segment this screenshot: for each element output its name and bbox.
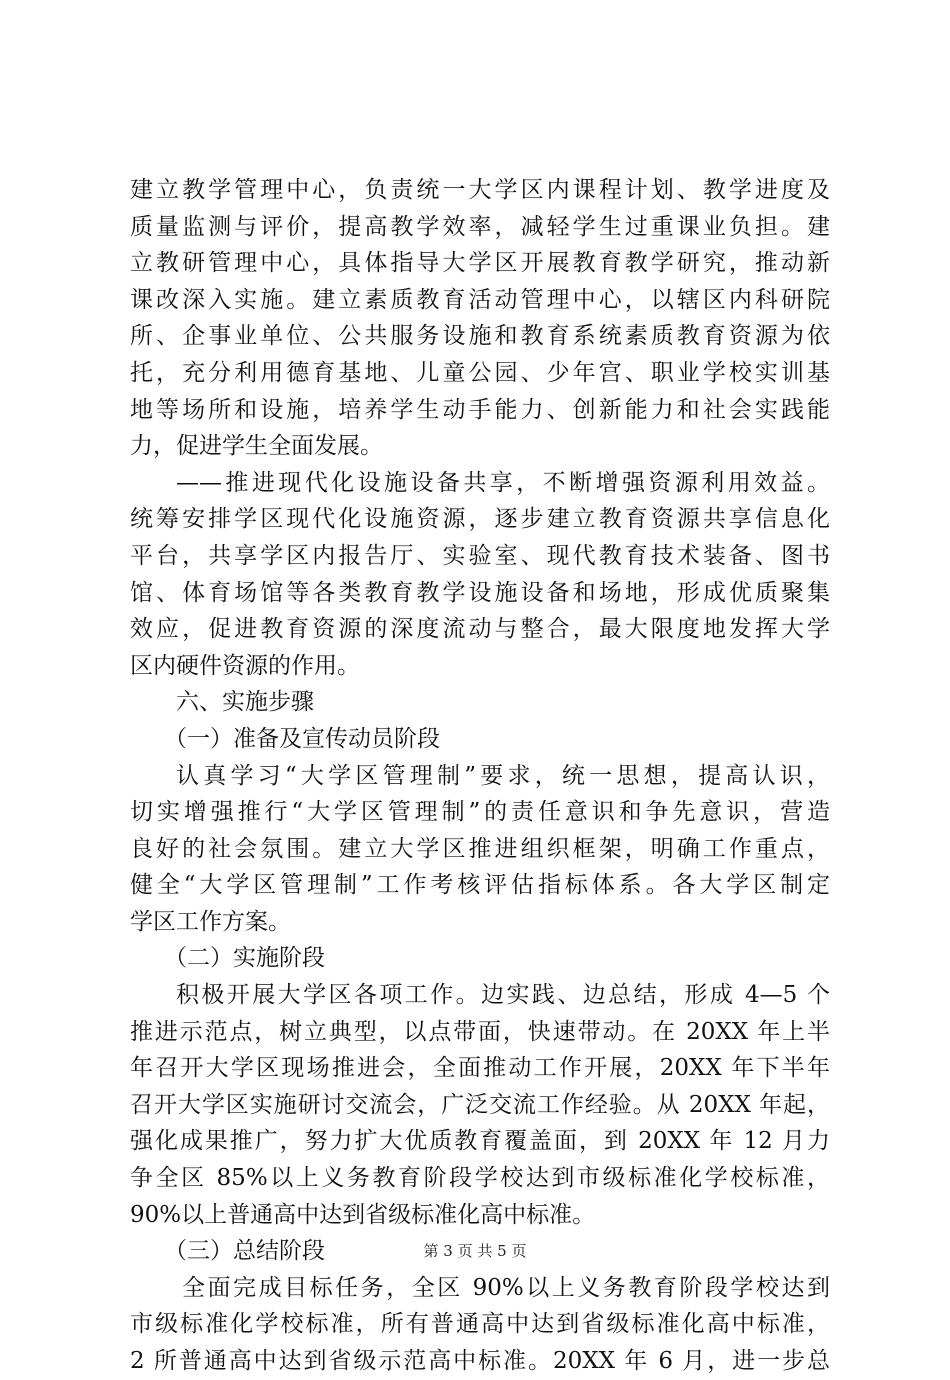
text-line: 馆、体育场馆等各类教育教学设施设备和场地，形成优质聚集 (130, 579, 830, 606)
text-line: 推进示范点，树立典型，以点带面，快速带动。在 20XX 年上半 (130, 1018, 830, 1045)
text-line: 争全区 85%以上义务教育阶段学校达到市级标准化学校标准， (130, 1165, 830, 1192)
text-line: 平台，共享学区内报告厅、实验室、现代教育技术装备、图书 (130, 542, 830, 569)
text-line: 召开大学区实施研讨交流会，广泛交流工作经验。从 20XX 年起， (130, 1091, 830, 1118)
subsection-heading: （三）总结阶段 (164, 1238, 325, 1265)
text-line: 90%以上普通高中达到省级标准化高中标准。 (130, 1201, 596, 1228)
text-line: 全面完成目标任务，全区 90%以上义务教育阶段学校达到 (182, 1274, 830, 1301)
subsection-heading: （一）准备及宣传动员阶段 (164, 725, 440, 752)
text-line: 地等场所和设施，培养学生动手能力、创新能力和社会实践能 (130, 396, 830, 423)
page-number: 第 3 页 共 5 页 (423, 1242, 527, 1260)
section-heading: 六、实施步骤 (176, 689, 314, 716)
text-line: ——推进现代化设施设备共享，不断增强资源利用效益。 (176, 469, 830, 496)
text-line: 效应，促进教育资源的深度流动与整合，最大限度地发挥大学 (130, 616, 830, 643)
text-line: 立教研管理中心，具体指导大学区开展教育教学研究，推动新 (130, 250, 830, 277)
text-line: 市级标准化学校标准，所有普通高中达到省级标准化高中标准， (130, 1311, 830, 1338)
subsection-heading: （二）实施阶段 (164, 945, 325, 972)
text-line: 认真学习“大学区管理制”要求，统一思想，提高认识， (176, 762, 830, 789)
text-line: 2 所普通高中达到省级示范高中标准。20XX 年 6 月，进一步总 (130, 1348, 830, 1374)
text-line: 托，充分利用德育基地、儿童公园、少年宫、职业学校实训基 (130, 359, 830, 386)
text-line: 课改深入实施。建立素质教育活动管理中心，以辖区内科研院 (130, 286, 830, 313)
text-line: 强化成果推广，努力扩大优质教育覆盖面，到 20XX 年 12 月力 (130, 1128, 830, 1155)
text-line: 所、企事业单位、公共服务设施和教育系统素质教育资源为依 (130, 323, 830, 350)
text-line: 区内硬件资源的作用。 (130, 652, 360, 679)
text-line: 切实增强推行“大学区管理制”的责任意识和争先意识，营造 (130, 799, 830, 826)
text-line: 学区工作方案。 (130, 908, 291, 935)
text-line: 积极开展大学区各项工作。边实践、边总结，形成 4—5 个 (176, 982, 830, 1009)
text-line: 建立教学管理中心，负责统一大学区内课程计划、教学进度及 (130, 177, 830, 203)
text-line: 统筹安排学区现代化设施资源，逐步建立教育资源共享信息化 (130, 506, 830, 533)
page-footer (0, 1240, 950, 1261)
body-text (130, 172, 830, 1380)
text-line: 质量监测与评价，提高教学效率，减轻学生过重课业负担。建 (130, 213, 830, 240)
text-line: 力，促进学生全面发展。 (130, 433, 383, 460)
text-line: 良好的社会氛围。建立大学区推进组织框架，明确工作重点， (130, 835, 830, 862)
text-line: 年召开大学区现场推进会，全面推动工作开展，20XX 年下半年 (130, 1055, 830, 1082)
text-line: 健全“大学区管理制”工作考核评估指标体系。各大学区制定 (130, 872, 830, 899)
